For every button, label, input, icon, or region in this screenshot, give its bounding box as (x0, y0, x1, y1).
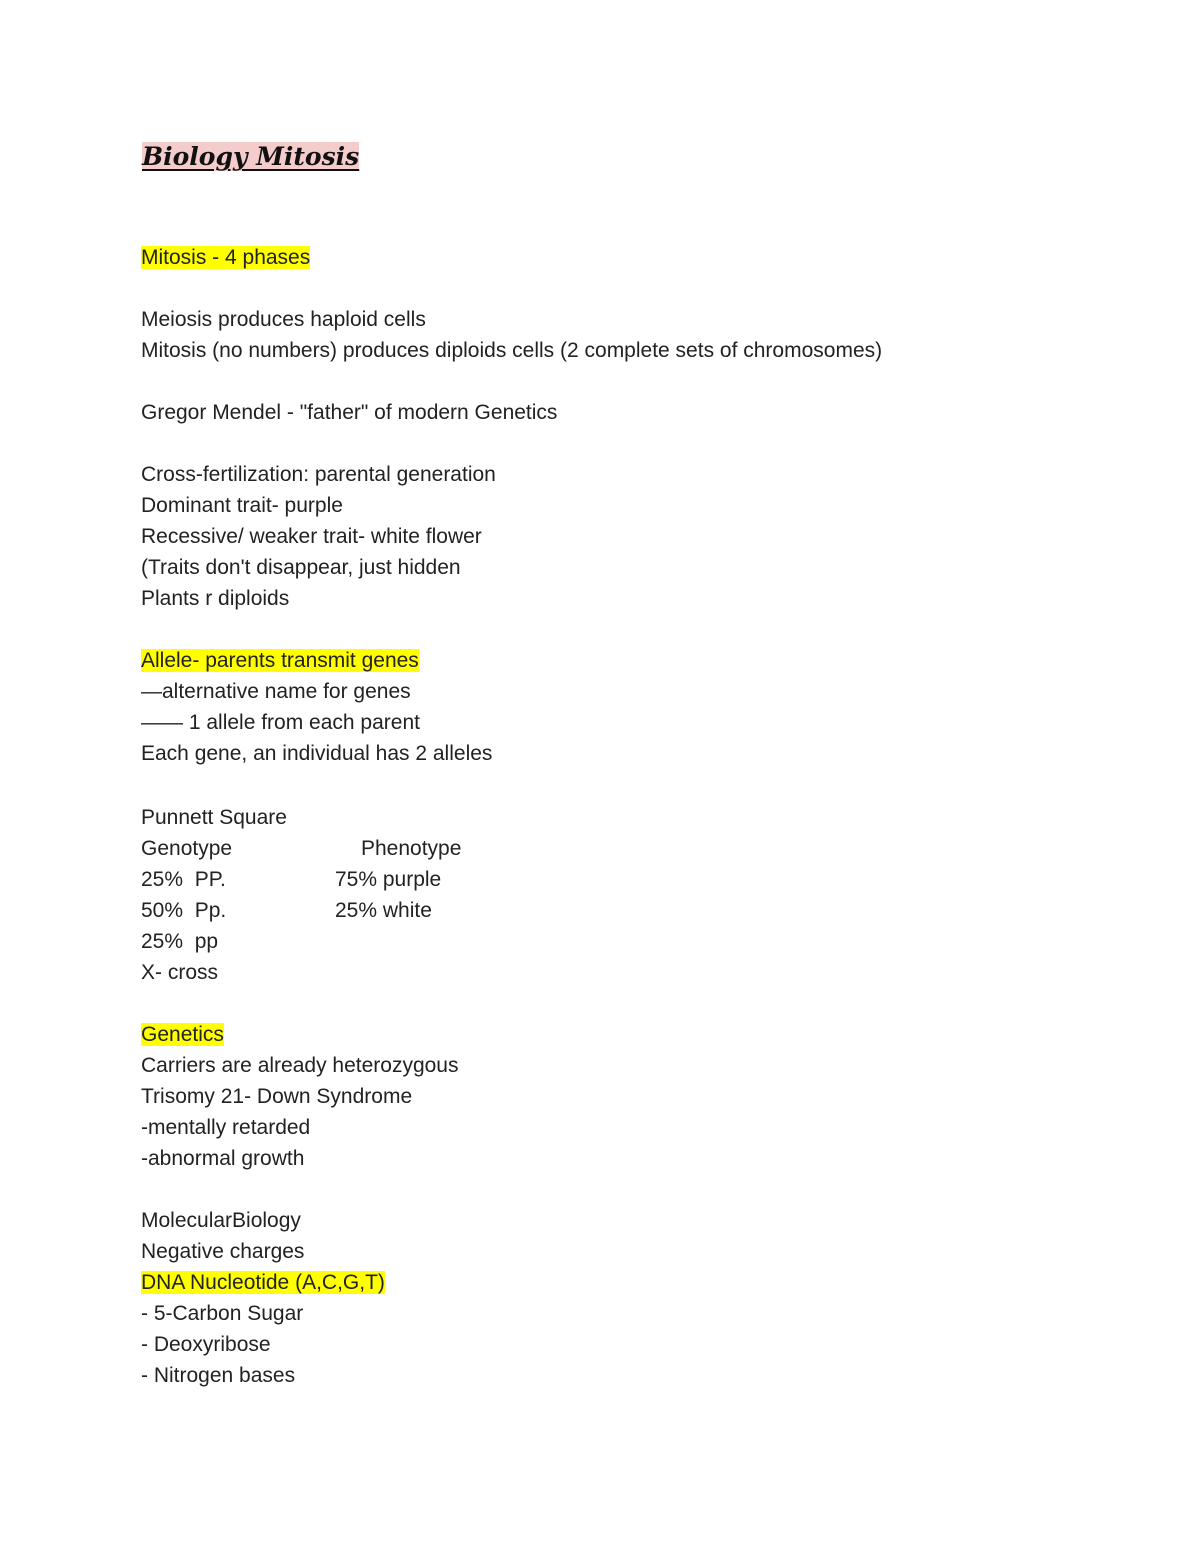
allele-line: —alternative name for genes (141, 680, 411, 703)
cross-line: Cross-fertilization: parental generation (141, 463, 496, 486)
phenotype-row: 25% white (335, 899, 432, 922)
allele-line: Each gene, an individual has 2 alleles (141, 742, 493, 765)
genetics-line: Carriers are already heterozygous (141, 1054, 459, 1077)
genotype-row: 25% pp (141, 930, 219, 953)
genetics-line: Trisomy 21- Down Syndrome (141, 1085, 413, 1108)
cross-line: Plants r diploids (141, 587, 290, 610)
dna-item: - Deoxyribose (141, 1333, 271, 1356)
phenotype-row: 75% purple (335, 868, 442, 891)
cross-line: Dominant trait- purple (141, 494, 343, 517)
allele-line: —— 1 allele from each parent (141, 711, 420, 734)
mitosis-line: Mitosis (no numbers) produces diploids cells (2 complete sets of chromosomes) (141, 339, 883, 362)
cross-line: Recessive/ weaker trait- white flower (141, 525, 482, 548)
dna-heading: DNA Nucleotide (A,C,G,T) (141, 1271, 385, 1294)
punnett-footer: X- cross (141, 961, 219, 984)
dna-item: - 5-Carbon Sugar (141, 1302, 304, 1325)
allele-heading: Allele- parents transmit genes (141, 649, 419, 672)
document-title-text: Biology Mitosis (142, 142, 360, 171)
cross-line: (Traits don't disappear, just hidden (141, 556, 461, 579)
molecular-line: MolecularBiology (141, 1209, 301, 1232)
genotype-row: 50% Pp. (141, 899, 227, 922)
genetics-line: -mentally retarded (141, 1116, 311, 1139)
phenotype-header: Phenotype (361, 837, 462, 860)
dna-item: - Nitrogen bases (141, 1364, 296, 1387)
document-title (141, 139, 360, 175)
genotype-row: 25% PP. (141, 868, 226, 891)
mitosis-heading: Mitosis - 4 phases (141, 246, 311, 269)
genetics-line: -abnormal growth (141, 1147, 305, 1170)
genotype-header: Genotype (141, 837, 233, 860)
punnett-heading: Punnett Square (141, 806, 287, 829)
genetics-heading: Genetics (141, 1023, 224, 1046)
mitosis-line: Meiosis produces haploid cells (141, 308, 426, 331)
mendel-line: Gregor Mendel - "father" of modern Genetics (141, 401, 558, 424)
molecular-line: Negative charges (141, 1240, 305, 1263)
